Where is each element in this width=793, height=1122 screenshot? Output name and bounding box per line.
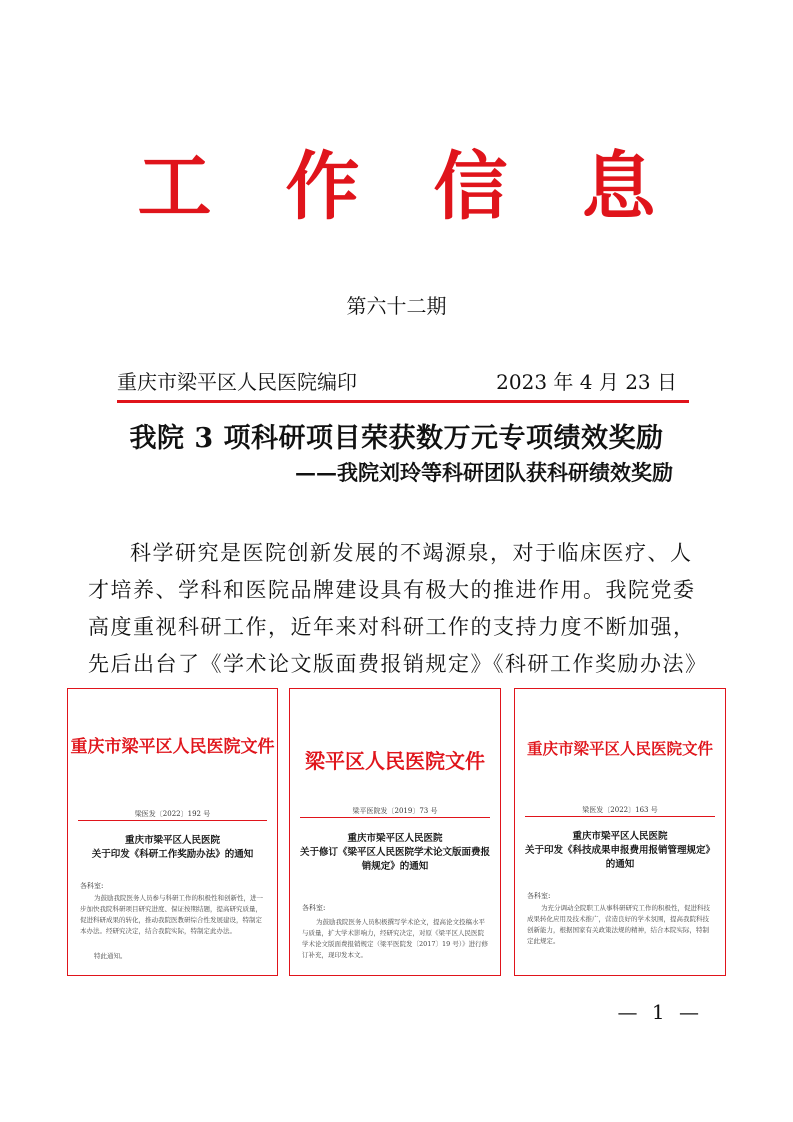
document-divider — [300, 817, 490, 818]
document-reference: 梁平医院发〔2019〕73 号 — [352, 807, 438, 815]
document-letterhead: 重庆市梁平区人民医院文件 — [526, 739, 713, 758]
document-body: 为鼓励我院医务人员积极撰写学术论文，提高论文投稿水平与质量，扩大学术影响力，经研究决定，对原《梁平区人民医院学术论文版面费报销规定（梁平医院发〔2017〕19 号）》进行修订补充，现印发本文。 — [302, 918, 489, 959]
document-reference: 梁医发〔2022〕192 号 — [134, 810, 211, 818]
document-body: 为充分调动全院职工从事科研研究工作的积极性，促进科技成果转化应用及技术推广，营造良好的学术氛围，提高我院科技创新能力，根据国家有关政策法规的精神，结合本院实际，特制定此规定。 — [527, 904, 710, 945]
document-image-award-rules — [67, 688, 278, 976]
document-title-line-1: 重庆市梁平区人民医院 — [124, 835, 220, 846]
document-salutation: 各科室: — [302, 904, 326, 912]
document-divider — [78, 820, 267, 821]
document-title — [76, 834, 269, 862]
document-divider — [525, 816, 715, 817]
document-title-line-1: 重庆市梁平区人民医院 — [347, 833, 443, 844]
document-title — [298, 832, 492, 874]
issue-number: 第六十二期 — [346, 294, 447, 318]
document-salutation: 各科室: — [527, 892, 551, 900]
publisher: 重庆市梁平区人民医院编印 — [117, 370, 357, 394]
masthead-title: 工作信息 — [137, 144, 730, 230]
document-image-paper-fee-rules — [289, 688, 501, 976]
document-reference: 梁医发〔2022〕163 号 — [582, 806, 658, 814]
document-letterhead: 梁平区人民医院文件 — [305, 749, 485, 773]
document-title-line-2: 关于修订《梁平区人民医院学术论文版面费报销规定》的通知 — [299, 847, 490, 872]
document-body: 为鼓励我院医务人员参与科研工作的积极性和创新性，进一步加快我院科研项目研究进度、保证按期结题，提高研究质量，促进科研成果的转化，推动我院医教研综合性发展建设，特制定本办法。经研究决定，结合我院实际，特制定此办法。 — [80, 894, 263, 935]
article-subhead: ——我院刘玲等科研团队获科研绩效奖励 — [295, 460, 673, 485]
page-number: — 1 — — [617, 1000, 703, 1024]
red-divider — [117, 400, 689, 403]
article-headline: 我院 3 项科研项目荣获数万元专项绩效奖励 — [129, 423, 664, 454]
article-body: 科学研究是医院创新发展的不竭源泉，对于临床医疗、人才培养、学科和医院品牌建设具有极大的推进作用。我院党委高度重视科研工作，近年来对科研工作的支持力度不断加强，先后出台了《学术论文版面费报销规定》《科研工作奖励办法》 — [88, 541, 708, 676]
document-letterhead: 重庆市梁平区人民医院文件 — [70, 737, 275, 757]
document-closing: 特此通知。 — [94, 952, 127, 960]
publication-info — [117, 366, 677, 395]
document-title-line-1: 重庆市梁平区人民医院 — [572, 831, 668, 842]
document-title-line-2: 关于印发《科研工作奖励办法》的通知 — [91, 849, 254, 860]
document-salutation: 各科室: — [80, 882, 104, 890]
document-image-achievement-fee-rules — [514, 688, 726, 976]
document-title-line-2: 关于印发《科技成果申报费用报销管理规定》的通知 — [524, 845, 715, 870]
document-title — [523, 830, 717, 872]
publish-date: 2023 年 4 月 23 日 — [496, 370, 677, 394]
